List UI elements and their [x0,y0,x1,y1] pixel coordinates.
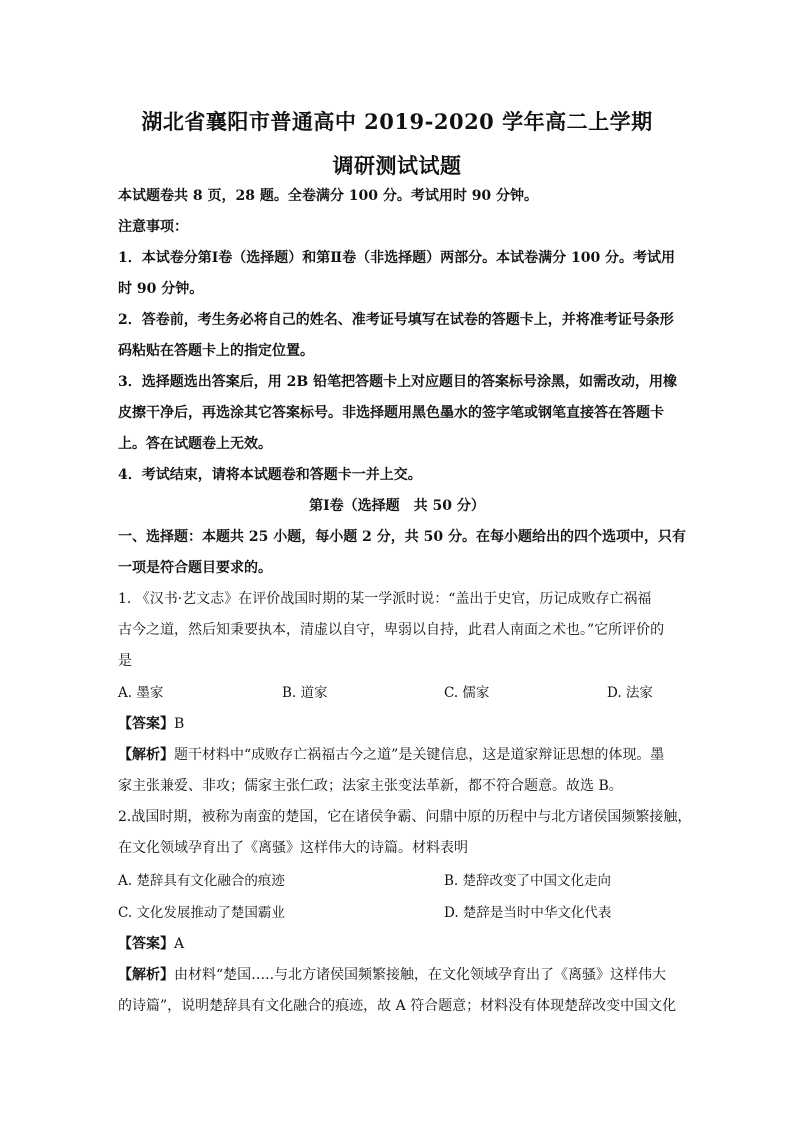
analysis-text: 由材料“楚国…..与北方诸侯国频繁接触，在文化领域孕育出了《离骚》这样伟大 [174,967,667,983]
notice-line: 4．考试结束，请将本试题卷和答题卡一并上交。 [118,467,422,483]
answer-value: A [174,936,185,952]
analysis-text: 家主张兼爱、非攻；儒家主张仁政；法家主张变法革新，都不符合题意。故选 B。 [118,778,623,794]
intro-text: 本试题卷共 8 页，28 题。全卷满分 100 分。考试用时 90 分钟。 [118,188,539,204]
question-stem: 古今之道，然后知秉要执本，清虚以自守，卑弱以自持，此君人南面之术也。”它所评价的 [118,622,665,638]
option-b: B. 道家 [282,685,328,701]
notice-line: 皮擦干净后，再选涂其它答案标号。非选择题用黑色墨水的签字笔或钢笔直接答在答题卡 [118,405,664,421]
notice-line: 时 90 分钟。 [118,281,204,297]
answer-value: B [174,716,185,732]
part-heading: 一项是符合题目要求的。 [118,560,272,576]
analysis-line [118,966,678,984]
analysis-line [118,746,678,764]
notice-line: 3．选择题选出答案后，用 2B 铅笔把答题卡上对应题目的答案标号涂黑，如需改动，用橡 [118,374,678,390]
analysis-tag: 【解析】 [118,747,174,763]
notice-line: 2．答卷前，考生务必将自己的姓名、准考证号填写在试卷的答题卡上，并将准考证号条形 [118,312,674,328]
document-subtitle: 调研测试试题 [332,153,462,178]
question-stem: 2.战国时期，被称为南蛮的楚国，它在诸侯争霸、问鼎中原的历程中与北方诸侯国频繁接触， [118,809,692,825]
document-title: 湖北省襄阳市普通高中 2019-2020 学年高二上学期 [141,109,653,134]
option-a: A. 楚辞具有文化融合的痕迹 [118,873,285,889]
answer-line [118,715,678,733]
option-d: D. 法家 [607,685,653,701]
notice-line: 上。答在试题卷上无效。 [118,436,272,452]
question-stem: 是 [118,653,132,669]
analysis-text: 的诗篇”，说明楚辞具有文化融合的痕迹，故 A 符合题意；材料没有体现楚辞改变中国文化 [118,998,677,1014]
analysis-tag: 【解析】 [118,967,174,983]
option-a: A. 墨家 [118,685,164,701]
option-b: B. 楚辞改变了中国文化走向 [444,873,612,889]
part-heading: 一、选择题：本题共 25 小题，每小题 2 分，共 50 分。在每小题给出的四个选项中，只有 [118,529,686,545]
answer-tag: 【答案】 [118,936,174,952]
analysis-text: 题干材料中“成败存亡祸福古今之道”是关键信息，这是道家辩证思想的体现。墨 [174,747,665,763]
option-c: C. 文化发展推动了楚国霸业 [118,905,285,921]
notice-heading: 注意事项： [118,219,188,235]
question-stem: 1. 《汉书·艺文志》在评价战国时期的某一学派时说：“盖出于史官，历记成败存亡祸福 [118,591,652,607]
notice-line: 1．本试卷分第Ⅰ卷（选择题）和第Ⅱ卷（非选择题）两部分。本试卷满分 100 分。考试用 [118,250,676,266]
option-d: D. 楚辞是当时中华文化代表 [444,905,612,921]
answer-tag: 【答案】 [118,716,174,732]
answer-line [118,935,678,953]
notice-line: 码粘贴在答题卡上的指定位置。 [118,343,314,359]
option-c: C. 儒家 [444,685,490,701]
question-stem: 在文化领域孕育出了《离骚》这样伟大的诗篇。材料表明 [118,840,468,856]
section-title: 第Ⅰ卷（选择题 共 50 分） [309,498,485,514]
